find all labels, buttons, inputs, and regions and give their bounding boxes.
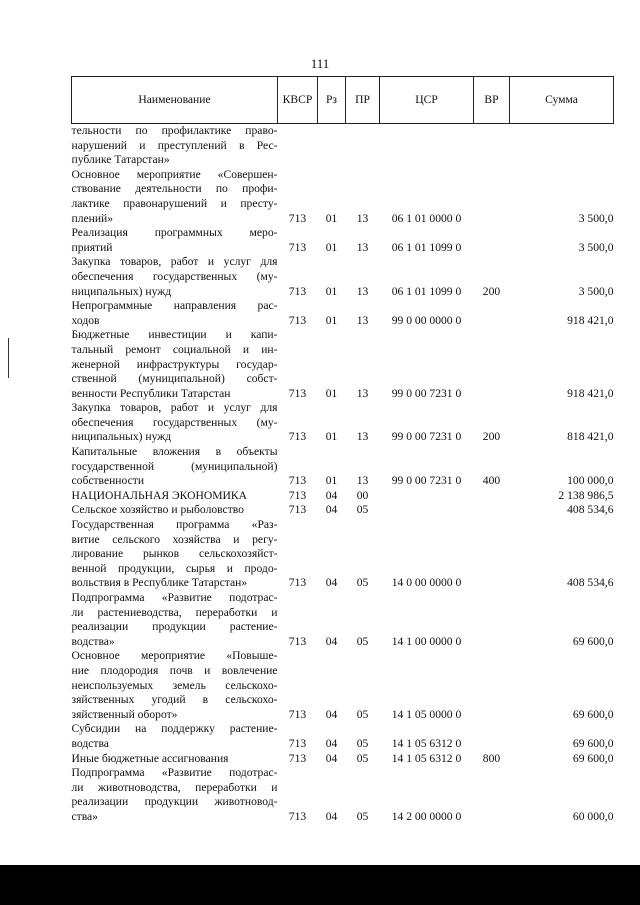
- cell-vr: [474, 226, 510, 255]
- cell-sum: 2 138 986,5: [558, 488, 614, 502]
- name-line: водства»: [71, 634, 115, 648]
- cell-csr: 99 0 00 7231 0: [391, 386, 462, 400]
- cell-sum: [510, 124, 614, 168]
- cell-pr: 13: [356, 474, 369, 488]
- name-line: тельности по профилактике право-: [71, 124, 278, 137]
- column-header-pr: ПР: [346, 77, 380, 124]
- cell-vr: 800: [482, 751, 501, 765]
- cell-vr: [474, 503, 510, 518]
- column-header-sum: Сумма: [510, 77, 614, 124]
- cell-sum: 3 500,0: [578, 240, 614, 254]
- name-line: Государственная программа «Раз-: [71, 518, 278, 532]
- budget-table: [71, 76, 614, 825]
- cell-pr: 13: [356, 284, 369, 298]
- name-line: Иные бюджетные ассигнования: [71, 751, 229, 765]
- cell-kvsr: 713: [288, 430, 307, 444]
- cell-pr: 13: [356, 430, 369, 444]
- table-row: [72, 168, 614, 226]
- cell-kvsr: 713: [288, 634, 307, 648]
- cell-sum: 818 421,0: [567, 430, 614, 444]
- name-line: ственной (муниципальной) собст-: [71, 372, 278, 386]
- cell-vr: [474, 766, 510, 824]
- cell-sum: 408 534,6: [567, 503, 614, 517]
- cell-kvsr: 713: [288, 474, 307, 488]
- scan-bottom-band: [0, 865, 640, 905]
- page-number: 111: [310, 56, 330, 71]
- cell-csr: 14 1 05 6312 0: [391, 736, 462, 750]
- cell-name: [72, 766, 278, 824]
- cell-name: [72, 722, 278, 751]
- cell-rz: 04: [325, 576, 338, 590]
- cell-vr: 200: [482, 284, 501, 298]
- table-body: [72, 124, 614, 825]
- cell-vr: 200: [482, 430, 501, 444]
- table-row: [72, 489, 614, 504]
- cell-vr: [474, 518, 510, 591]
- cell-pr: 13: [356, 211, 369, 225]
- cell-pr: 00: [356, 488, 369, 502]
- name-line: реализации продукции животновод-: [71, 795, 278, 809]
- name-line: Капитальные вложения в объекты: [71, 445, 278, 459]
- table-header: [72, 77, 614, 124]
- cell-rz: 01: [325, 284, 338, 298]
- cell-name: [72, 445, 278, 489]
- table-row: [72, 591, 614, 649]
- cell-csr: 99 0 00 7231 0: [391, 474, 462, 488]
- name-line: публике Татарстан»: [71, 153, 170, 167]
- cell-csr: 06 1 01 0000 0: [391, 211, 462, 225]
- cell-sum: 69 600,0: [572, 707, 614, 721]
- name-line: нарушений и преступлений в Рес-: [71, 138, 278, 152]
- name-line: собственности: [71, 474, 145, 488]
- cell-name: [72, 299, 278, 328]
- cell-csr: [380, 489, 474, 504]
- cell-kvsr: 713: [288, 488, 307, 502]
- cell-kvsr: 713: [288, 284, 307, 298]
- cell-kvsr: 713: [288, 809, 307, 823]
- cell-kvsr: 713: [288, 751, 307, 765]
- cell-pr: 05: [356, 736, 369, 750]
- name-line: Основное мероприятие «Повыше-: [71, 649, 278, 663]
- name-line: водства: [71, 736, 109, 750]
- name-line: НАЦИОНАЛЬНАЯ ЭКОНОМИКА: [71, 488, 248, 502]
- cell-name: [72, 168, 278, 226]
- cell-csr: 06 1 01 1099 0: [391, 284, 462, 298]
- name-line: ниципальных) нужд: [71, 430, 172, 444]
- cell-pr: [346, 124, 380, 168]
- name-line: лактике правонарушений и престу-: [71, 196, 278, 210]
- table-row: [72, 518, 614, 591]
- name-line: зяйственных угодий в сельскохо-: [71, 693, 278, 707]
- cell-sum: 100 000,0: [567, 474, 614, 488]
- cell-rz: [318, 124, 346, 168]
- name-line: Основное мероприятие «Совершен-: [71, 167, 278, 181]
- cell-sum: 69 600,0: [572, 751, 614, 765]
- cell-sum: 60 000,0: [572, 809, 614, 823]
- cell-pr: 05: [356, 634, 369, 648]
- name-line: Непрограммные направления рас-: [71, 299, 278, 313]
- name-line: Подпрограмма «Развитие подотрас-: [71, 591, 278, 604]
- cell-csr: 14 2 00 0000 0: [391, 809, 462, 823]
- name-line: Закупка товаров, работ и услуг для: [71, 255, 278, 269]
- cell-kvsr: 713: [288, 211, 307, 225]
- cell-sum: 69 600,0: [572, 634, 614, 648]
- cell-name: [72, 226, 278, 255]
- cell-rz: 01: [325, 211, 338, 225]
- cell-name: [72, 591, 278, 649]
- cell-rz: 04: [325, 488, 338, 502]
- name-line: приятий: [71, 240, 113, 254]
- name-line: Бюджетные инвестиции и капи-: [71, 328, 278, 342]
- cell-rz: 04: [325, 809, 338, 823]
- cell-kvsr: 713: [288, 707, 307, 721]
- cell-sum: 69 600,0: [572, 736, 614, 750]
- cell-rz: 01: [325, 474, 338, 488]
- cell-vr: [474, 168, 510, 226]
- name-line: обеспечения государственных (му-: [71, 415, 278, 429]
- cell-rz: 04: [325, 634, 338, 648]
- name-line: Реализация программных меро-: [71, 226, 278, 240]
- name-line: лирование рынков сельскохозяйст-: [71, 547, 278, 561]
- table-row: [72, 299, 614, 328]
- name-line: ства»: [71, 809, 98, 823]
- cell-csr: 06 1 01 1099 0: [391, 240, 462, 254]
- cell-kvsr: 713: [288, 313, 307, 327]
- name-line: Сельское хозяйство и рыболовство: [71, 503, 244, 517]
- cell-name: [72, 489, 278, 504]
- column-header-csr: ЦСР: [380, 77, 474, 124]
- cell-csr: 14 0 00 0000 0: [391, 576, 462, 590]
- name-line: ли животноводства, переработки и: [71, 780, 278, 794]
- cell-vr: [474, 328, 510, 401]
- name-line: плений»: [71, 211, 114, 225]
- name-line: Подпрограмма «Развитие подотрас-: [71, 766, 278, 780]
- cell-csr: [380, 503, 474, 518]
- cell-name: [72, 255, 278, 299]
- name-line: венной продукции, сырья и продо-: [71, 561, 278, 575]
- cell-vr: [474, 124, 510, 168]
- cell-sum: 408 534,6: [567, 576, 614, 590]
- table-row: [72, 124, 614, 168]
- table-row: [72, 752, 614, 767]
- cell-sum: 918 421,0: [567, 313, 614, 327]
- name-line: государственной (муниципальной): [71, 459, 278, 473]
- cell-vr: [474, 489, 510, 504]
- cell-kvsr: 713: [288, 736, 307, 750]
- name-line: Закупка товаров, работ и услуг для: [71, 401, 278, 415]
- cell-pr: 05: [356, 503, 369, 517]
- name-line: ли растениеводства, переработки и: [71, 605, 278, 619]
- cell-name: [72, 401, 278, 445]
- cell-rz: 04: [325, 707, 338, 721]
- name-line: реализации продукции растение-: [71, 620, 278, 634]
- name-line: вольствия в Республике Татарстан»: [71, 576, 248, 590]
- cell-pr: 05: [356, 576, 369, 590]
- cell-pr: 05: [356, 751, 369, 765]
- name-line: женерной инфраструктуры государ-: [71, 357, 278, 371]
- table-row: [72, 503, 614, 518]
- cell-pr: 13: [356, 386, 369, 400]
- cell-vr: [474, 591, 510, 649]
- cell-rz: 04: [325, 503, 338, 517]
- cell-vr: [474, 649, 510, 722]
- name-line: витие сельского хозяйства и регу-: [71, 532, 278, 546]
- cell-pr: 05: [356, 707, 369, 721]
- name-line: неиспользуемых земель сельскохо-: [71, 678, 278, 692]
- cell-rz: 04: [325, 736, 338, 750]
- cell-pr: 13: [356, 240, 369, 254]
- table-row: [72, 649, 614, 722]
- cell-name: [72, 649, 278, 722]
- cell-sum: 3 500,0: [578, 284, 614, 298]
- table-row: [72, 226, 614, 255]
- table-row: [72, 722, 614, 751]
- cell-sum: 918 421,0: [567, 386, 614, 400]
- cell-kvsr: 713: [288, 240, 307, 254]
- cell-name: [72, 518, 278, 591]
- cell-rz: 01: [325, 313, 338, 327]
- cell-kvsr: 713: [288, 576, 307, 590]
- cell-rz: 01: [325, 386, 338, 400]
- cell-name: [72, 124, 278, 168]
- name-line: ствование деятельности по профи-: [71, 182, 278, 196]
- cell-csr: 99 0 00 7231 0: [391, 430, 462, 444]
- cell-csr: 99 0 00 0000 0: [391, 313, 462, 327]
- cell-kvsr: 713: [288, 503, 307, 517]
- cell-vr: [474, 722, 510, 751]
- name-line: Субсидии на поддержку растение-: [71, 722, 278, 736]
- table-row: [72, 328, 614, 401]
- cell-csr: [380, 124, 474, 168]
- name-line: обеспечения государственных (му-: [71, 269, 278, 283]
- table-row: [72, 255, 614, 299]
- name-line: ходов: [71, 313, 100, 327]
- name-line: зяйственный оборот»: [71, 707, 178, 721]
- cell-vr: [474, 299, 510, 328]
- table-row: [72, 401, 614, 445]
- cell-pr: 05: [356, 809, 369, 823]
- cell-kvsr: [278, 124, 318, 168]
- column-header-name: Наименование: [72, 77, 278, 124]
- cell-sum: 3 500,0: [578, 211, 614, 225]
- cell-name: [72, 752, 278, 767]
- cell-rz: 01: [325, 430, 338, 444]
- name-line: ниципальных) нужд: [71, 284, 172, 298]
- name-line: венности Республики Татарстан: [71, 386, 231, 400]
- table-row: [72, 445, 614, 489]
- cell-rz: 01: [325, 240, 338, 254]
- name-line: ние плодородия почв и вовлечение: [71, 663, 278, 677]
- table-row: [72, 766, 614, 824]
- cell-name: [72, 328, 278, 401]
- cell-csr: 14 1 00 0000 0: [391, 634, 462, 648]
- cell-csr: 14 1 05 0000 0: [391, 707, 462, 721]
- cell-kvsr: 713: [288, 386, 307, 400]
- scan-margin-mark: [8, 338, 9, 378]
- column-header-kvsr: КВСР: [278, 77, 318, 124]
- cell-pr: 13: [356, 313, 369, 327]
- cell-csr: 14 1 05 6312 0: [391, 751, 462, 765]
- column-header-vr: ВР: [474, 77, 510, 124]
- name-line: тальный ремонт социальной и ин-: [71, 342, 278, 356]
- cell-vr: 400: [482, 474, 501, 488]
- cell-rz: 04: [325, 751, 338, 765]
- cell-name: [72, 503, 278, 518]
- column-header-rz: Рз: [318, 77, 346, 124]
